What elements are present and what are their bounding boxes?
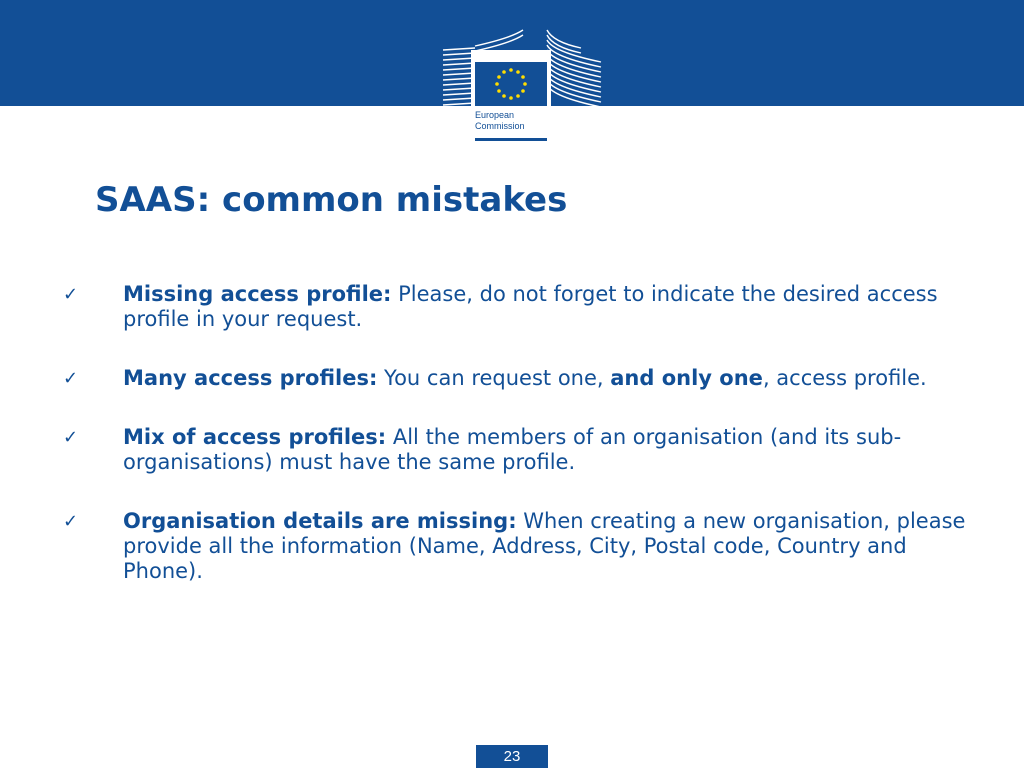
- bullet-item: [63, 282, 983, 332]
- page-number: 23: [476, 745, 548, 768]
- bullet-text: Please, do not forget to indicate the desired access profile in your request.: [123, 282, 938, 331]
- logo-text-line1: European: [475, 110, 515, 120]
- check-icon: ✓: [63, 511, 79, 532]
- check-icon: ✓: [63, 368, 79, 389]
- bullet-heading: Missing access profile:: [123, 282, 392, 306]
- bullet-list: [63, 282, 983, 618]
- bullet-heading: Mix of access profiles:: [123, 425, 387, 449]
- check-icon: ✓: [63, 284, 79, 305]
- bullet-text: When creating a new organisation, please provide all the information (Name, Address, City, Postal code, Country and Phone).: [123, 509, 966, 583]
- logo-text: [475, 110, 547, 132]
- slide-title: SAAS: common mistakes: [95, 180, 568, 220]
- bullet-text-tail: , access profile.: [762, 366, 927, 390]
- logo-text-line2: Commission: [475, 121, 525, 131]
- bullet-heading: Many access profiles:: [123, 366, 378, 390]
- bullet-text: You can request one,: [384, 366, 604, 390]
- check-icon: ✓: [63, 427, 79, 448]
- bullet-emphasis: and only one: [610, 366, 763, 390]
- bullet-heading: Organisation details are missing:: [123, 509, 517, 533]
- bullet-item: [63, 425, 983, 475]
- european-commission-logo: [441, 28, 607, 142]
- bullet-item: [63, 366, 983, 391]
- bullet-text: All the members of an organisation (and its sub-organisations) must have the same profile.: [123, 425, 902, 474]
- bullet-item: [63, 509, 983, 584]
